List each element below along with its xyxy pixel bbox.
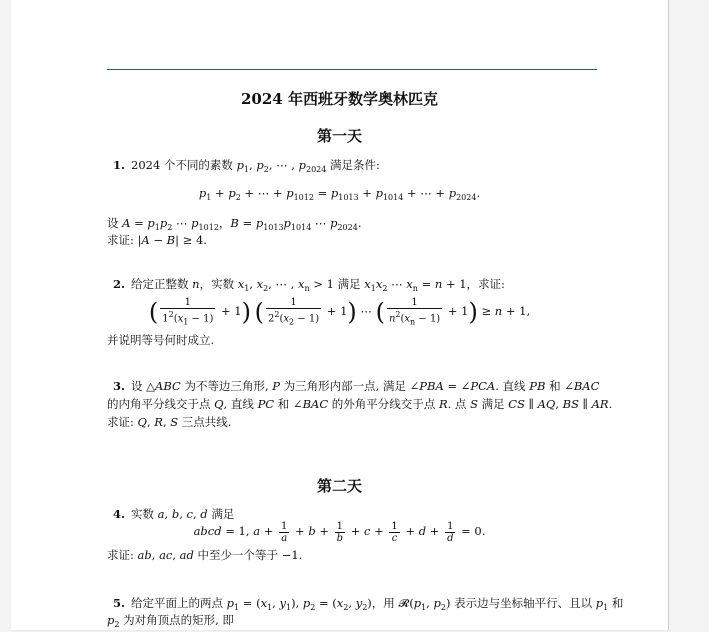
- problem-3-line1: 3. 设 △ABC 为不等边三角形, P 为三角形内部一点, 满足 ∠PBA = ∠PCA. 直线 PB 和 ∠BAC: [113, 379, 600, 393]
- problem-3-number: 3.: [113, 379, 126, 393]
- problem-4-equation: abcd = 1, a + $\frac{1}{a}$ + b + $\frac{1}{b}$ + c + $\frac{1}{c}$ + d + $\frac{1}{d}$ = 0.: [193, 520, 486, 544]
- problem-3-goal: 求证: Q, R, S 三点共线.: [107, 415, 232, 429]
- problem-4-number: 4.: [113, 507, 126, 521]
- problem-2-equality-note: 并说明等号何时成立.: [107, 333, 215, 347]
- day-one-heading: 第一天: [316, 127, 362, 145]
- problem-1-number: 1.: [113, 158, 126, 172]
- day-two-heading: 第二天: [316, 477, 362, 495]
- viewer-background: [669, 0, 709, 630]
- document-title: 2024 年西班牙数学奥林匹克: [241, 90, 438, 108]
- problem-3-line2: 的内角平分线交于点 Q, 直线 PC 和 ∠BAC 的外角平分线交于点 R. 点 S 满足 CS ∥ AQ, BS ∥ AR.: [107, 397, 613, 411]
- problem-2-number: 2.: [113, 277, 126, 291]
- problem-1-goal: 求证: |A − B| ≥ 4.: [107, 233, 207, 247]
- problem-1-statement: 1. 2024 个不同的素数 $p_1$, $p_2$, ⋯ , $p_{2024}$ 满足条件:: [113, 158, 380, 174]
- problem-5-number: 5.: [113, 596, 126, 610]
- problem-2-statement: 2. 给定正整数 n，实数 $x_1$, $x_2$, ⋯ , $x_n > 1$ 满足 $x_1x_2$ ⋯ $x_n = n + 1$，求证:: [113, 277, 505, 293]
- problem-2-inequality: ( $\frac{1}{1^2(x_1 - 1)}$ + 1) ( $\frac{1}{2^2(x_2 - 1)}$ + 1) ⋯ ( $\frac{1}{n^2(x_n - 1)}$ + 1) ≥ n + 1,: [148, 296, 531, 327]
- problem-1-equation: $p_1 + p_2$ + ⋯ + $p_{1012} = p_{1013} + p_{1014}$ + ⋯ + $p_{2024}$.: [198, 186, 481, 202]
- problem-5-line1: 5. 给定平面上的两点 $p_1 = (x_1$, $y_1$), $p_2 = (x_2$, $y_2$)，用 $𝓡(p_1$, $p_2$) 表示边与坐标轴平行、且以 $p_1$ 和: [113, 596, 624, 612]
- problem-4-statement: 4. 实数 a, b, c, d 满足: [113, 507, 235, 521]
- problem-4-goal: 求证: ab, ac, ad 中至少一个等于 −1.: [107, 548, 303, 562]
- problem-5-line2: $p_2$ 为对角顶点的矩形, 即: [107, 613, 234, 629]
- document-page: [11, 0, 669, 630]
- header-rule: [107, 69, 597, 70]
- problem-1-definition: 设 $A = p_1p_2$ ⋯ $p_{1012}$，$B = p_{1013}p_{1014}$ ⋯ $p_{2024}$.: [107, 216, 362, 232]
